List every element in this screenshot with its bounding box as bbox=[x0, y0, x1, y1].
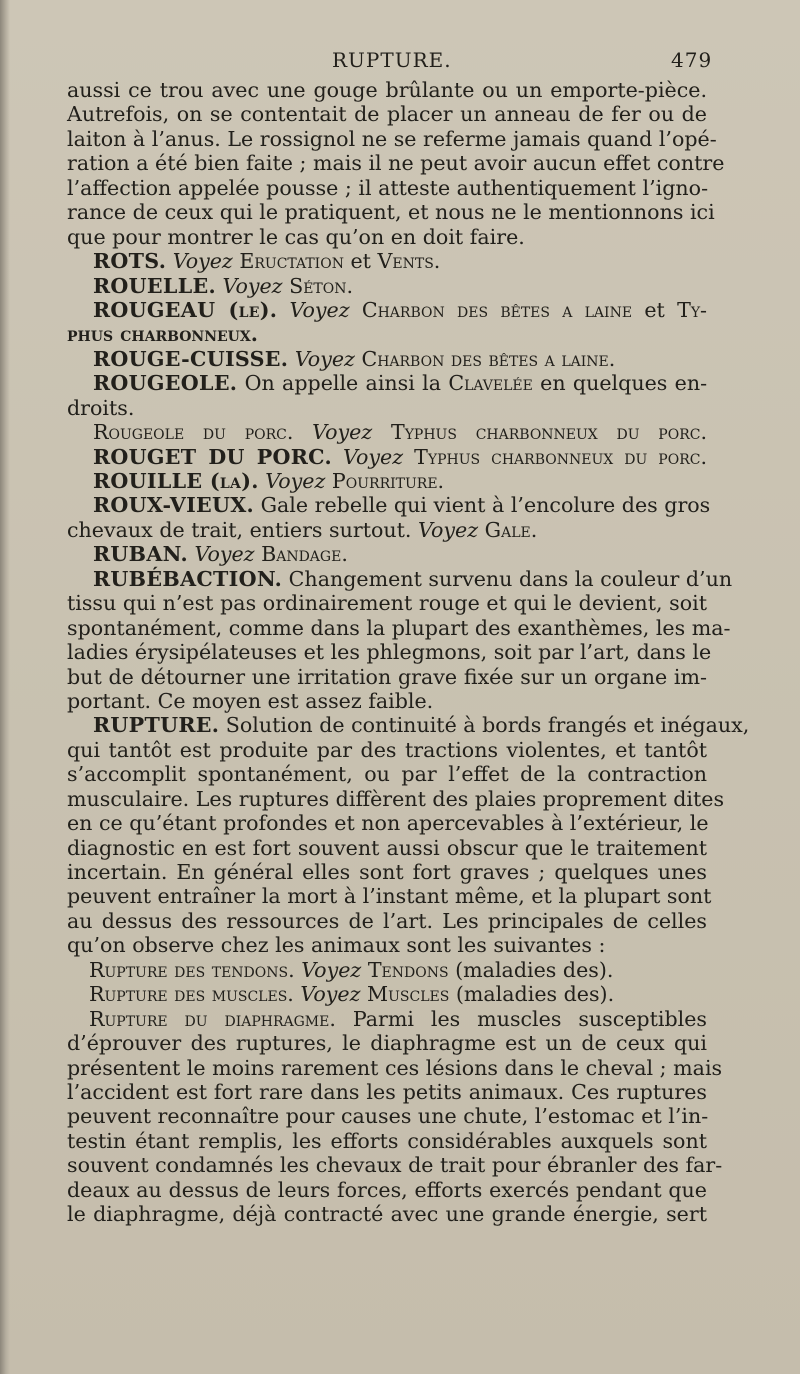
text-line bbox=[67, 665, 707, 689]
entry-rupture-du-diaphragme bbox=[67, 1007, 707, 1031]
entry-headword: ROUX-VIEUX. bbox=[93, 493, 255, 518]
voyez-label: Voyez bbox=[312, 420, 373, 445]
entry-headword: Rupture des muscles. bbox=[89, 982, 294, 1007]
entry-rougeau bbox=[67, 298, 707, 322]
voyez-label: Voyez bbox=[172, 249, 233, 274]
text-run: droits. bbox=[67, 395, 135, 420]
text-run: (maladies des). bbox=[455, 982, 615, 1007]
text-run: diagnostic en est fort souvent aussi obscur que le traitement bbox=[67, 835, 707, 860]
text-run: au dessus des ressources de l’art. Les principales de celles bbox=[67, 908, 707, 933]
entry-headword: ROUGEOLE. bbox=[93, 371, 238, 396]
text-line bbox=[67, 176, 707, 200]
text-run: portant. Ce moyen est assez faible. bbox=[67, 688, 434, 713]
entry-rupture-des-muscles bbox=[67, 982, 707, 1006]
text-run: et bbox=[350, 249, 371, 274]
entry-headword: ROUGE-CUISSE. bbox=[93, 346, 289, 371]
text-run: s’accomplit spontanément, ou par l’effet de la contraction bbox=[67, 762, 707, 787]
text-run: en ce qu’étant profondes et non apercevables à l’extérieur, le bbox=[67, 811, 709, 836]
text-line bbox=[67, 1202, 707, 1226]
text-run: but de détourner une irritation grave fixée sur un organe im- bbox=[67, 664, 707, 689]
text-run: Autrefois, on se contentait de placer un anneau de fer ou de bbox=[67, 102, 707, 127]
text-run: testin étant remplis, les efforts considérables auxquels sont bbox=[67, 1128, 707, 1153]
text-line bbox=[67, 1031, 707, 1055]
entry-headword: RUPTURE. bbox=[93, 713, 220, 738]
text-run: peuvent reconnaître pour causes une chute, l’estomac et l’in- bbox=[67, 1104, 709, 1129]
text-line bbox=[67, 786, 725, 811]
text-line bbox=[67, 1129, 707, 1153]
text-line bbox=[67, 151, 725, 176]
entry-headword: Rougeole du porc. bbox=[93, 420, 294, 445]
text-line bbox=[67, 640, 712, 665]
page-binding-shadow bbox=[0, 0, 10, 1374]
text-run: incertain. En général elles sont fort graves ; quelques unes bbox=[67, 860, 707, 884]
text-line bbox=[67, 1104, 707, 1128]
entry-rouelle bbox=[67, 274, 707, 298]
text-line bbox=[67, 200, 715, 225]
text-line bbox=[67, 884, 712, 909]
text-run: musculaire. Les ruptures diffèrent des plaies proprement dites bbox=[67, 786, 725, 811]
cross-reference: Charbon des bêtes a laine bbox=[361, 297, 633, 322]
text-line bbox=[67, 396, 707, 420]
text-run: spontanément, comme dans la plupart des exanthèmes, les ma- bbox=[67, 615, 731, 640]
text-run: ration a été bien faite ; mais il ne peut avoir aucun effet contre bbox=[67, 151, 725, 176]
cross-reference: Clavelée bbox=[448, 371, 533, 396]
entry-rouge-cuisse bbox=[67, 347, 707, 371]
cross-reference: Typhus charbonneux du porc. bbox=[414, 444, 707, 469]
cross-reference: Bandage. bbox=[261, 542, 348, 567]
text-line bbox=[67, 762, 707, 786]
running-header bbox=[0, 48, 800, 78]
text-line bbox=[67, 322, 707, 346]
voyez-label: Voyez bbox=[343, 444, 404, 469]
entry-rouget-du-porc bbox=[67, 445, 707, 469]
text-line bbox=[67, 909, 707, 933]
cross-reference: Gale. bbox=[484, 517, 538, 542]
entry-headword: ROUILLE (la). bbox=[93, 469, 259, 493]
entry-rots bbox=[67, 249, 707, 273]
text-line bbox=[67, 1055, 723, 1080]
text-run: le diaphragme, déjà contracté avec une grande énergie, sert bbox=[67, 1202, 707, 1227]
text-run: Solution de continuité à bords frangés et inégaux, bbox=[225, 713, 750, 738]
voyez-label: Voyez bbox=[300, 982, 361, 1007]
text-run: deaux au dessus de leurs forces, efforts exercés pendant que bbox=[67, 1177, 707, 1202]
voyez-label: Voyez bbox=[301, 957, 362, 982]
text-run: qui tantôt est produite par des tractions violentes, et tantôt bbox=[67, 737, 707, 762]
text-line bbox=[67, 811, 707, 835]
text-run: chevaux de trait, entiers surtout. bbox=[67, 517, 412, 542]
text-line bbox=[67, 836, 707, 860]
text-run: souvent condamnés les chevaux de trait pour ébranler des far- bbox=[67, 1153, 723, 1178]
text-run: présentent le moins rarement ces lésions dans le cheval ; mais bbox=[67, 1055, 723, 1080]
voyez-label: Voyez bbox=[289, 297, 350, 322]
text-run: que pour montrer le cas qu’on en doit faire. bbox=[67, 224, 525, 249]
text-run: d’éprouver des ruptures, le diaphragme est un de ceux qui bbox=[67, 1031, 707, 1056]
text-line bbox=[67, 1153, 723, 1178]
text-run: (maladies des). bbox=[455, 957, 614, 982]
text-run: peuvent entraîner la mort à l’instant même, et la plupart sont bbox=[67, 884, 712, 909]
text-line bbox=[67, 102, 707, 126]
voyez-label: Voyez bbox=[222, 273, 283, 298]
entry-headword: ROUGET DU PORC. bbox=[93, 444, 332, 469]
running-title: RUPTURE. bbox=[332, 48, 452, 72]
text-run: On appelle ainsi la bbox=[244, 371, 441, 396]
cross-reference: Ty- bbox=[677, 297, 708, 322]
entry-rubebaction bbox=[67, 566, 733, 591]
text-line bbox=[67, 738, 707, 762]
entry-headword: ROUGEAU (le). bbox=[93, 297, 278, 322]
cross-reference: Charbon des bêtes a laine. bbox=[361, 346, 616, 371]
cross-reference: Muscles bbox=[367, 982, 450, 1007]
text-run: l’accident est fort rare dans les petits animaux. Ces ruptures bbox=[67, 1079, 707, 1104]
text-line bbox=[67, 126, 717, 151]
body-text bbox=[67, 78, 750, 1227]
text-line bbox=[67, 1178, 707, 1202]
text-run: Parmi les muscles susceptibles bbox=[352, 1006, 708, 1031]
entry-rupture-des-tendons bbox=[67, 958, 707, 982]
text-run: tissu qui n’est pas ordinairement rouge et qui le devient, soit bbox=[67, 591, 707, 616]
entry-headword: ROTS. bbox=[93, 249, 167, 274]
text-line bbox=[67, 933, 707, 957]
text-line bbox=[67, 518, 707, 542]
text-line bbox=[67, 78, 707, 102]
cross-reference: Vents. bbox=[377, 249, 441, 274]
cross-reference: Tendons bbox=[367, 957, 449, 982]
text-run: Changement survenu dans la couleur d’un bbox=[288, 566, 733, 591]
text-run: rance de ceux qui le pratiquent, et nous ne le mentionnons ici bbox=[67, 200, 715, 225]
entry-roux-vieux bbox=[67, 493, 711, 518]
entry-headword: ROUELLE. bbox=[93, 273, 216, 298]
entry-rouille bbox=[67, 469, 707, 493]
entry-rupture bbox=[67, 713, 750, 738]
voyez-label: Voyez bbox=[194, 542, 255, 567]
text-line bbox=[67, 689, 707, 713]
text-line bbox=[67, 860, 707, 884]
text-run: aussi ce trou avec une gouge brûlante ou un emporte-pièce. bbox=[67, 78, 707, 102]
text-line bbox=[67, 591, 707, 615]
entry-rougeole bbox=[67, 371, 707, 395]
text-run: Gale rebelle qui vient à l’encolure des gros bbox=[260, 493, 711, 518]
text-run: qu’on observe chez les animaux sont les suivantes : bbox=[67, 933, 606, 958]
text-run: laiton à l’anus. Le rossignol ne se referme jamais quand l’opé- bbox=[67, 126, 717, 151]
voyez-label: Voyez bbox=[418, 517, 479, 542]
page-number: 479 bbox=[671, 48, 713, 72]
entry-ruban bbox=[67, 542, 707, 566]
text-line bbox=[67, 1080, 707, 1104]
entry-headword: RUBÉBACTION. bbox=[93, 566, 283, 591]
voyez-label: Voyez bbox=[294, 346, 355, 371]
entry-headword: Rupture du diaphragme. bbox=[89, 1006, 336, 1031]
text-line bbox=[67, 615, 731, 640]
cross-reference: Pourriture. bbox=[331, 469, 445, 493]
text-line bbox=[67, 225, 707, 249]
voyez-label: Voyez bbox=[265, 469, 326, 493]
cross-reference: phus charbonneux. bbox=[67, 322, 258, 347]
text-run: en quelques en- bbox=[540, 371, 708, 396]
entry-rougeole-du-porc bbox=[67, 420, 707, 444]
text-run: l’affection appelée pousse ; il atteste authentiquement l’igno- bbox=[67, 175, 709, 200]
cross-reference: Séton. bbox=[289, 273, 354, 298]
entry-headword: RUBAN. bbox=[93, 542, 188, 567]
entry-headword: Rupture des tendons. bbox=[89, 957, 295, 982]
text-run: ladies érysipélateuses et les phlegmons, soit par l’art, dans le bbox=[67, 640, 712, 665]
cross-reference: Eructation bbox=[239, 249, 344, 274]
text-run: et bbox=[644, 297, 665, 322]
cross-reference: Typhus charbonneux du porc. bbox=[390, 420, 707, 445]
